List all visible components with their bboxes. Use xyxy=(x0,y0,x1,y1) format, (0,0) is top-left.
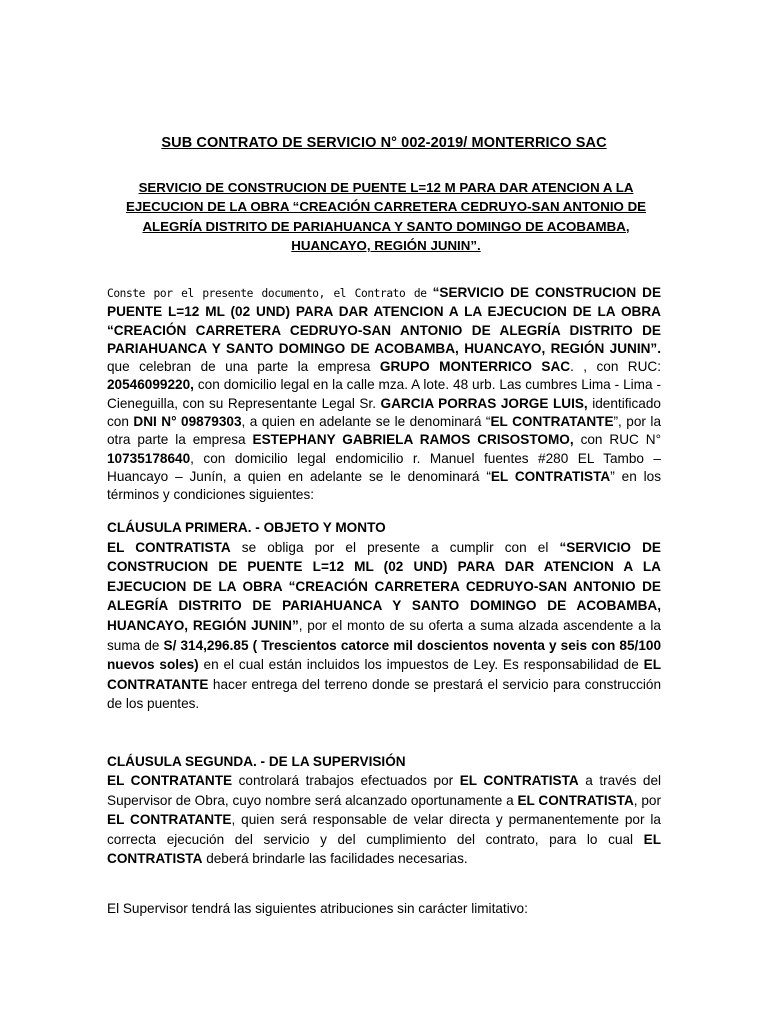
intro-paragraph xyxy=(107,284,661,505)
contractor-ruc: 10735178640 xyxy=(107,450,191,466)
representative-dni: DNI N° 09879303 xyxy=(133,414,242,430)
contratante-term: EL CONTRATANTE xyxy=(107,773,233,789)
clause-segunda-heading: CLÁUSULA SEGUNDA. - DE LA SUPERVISIÓN xyxy=(107,754,406,769)
representative-name: GARCIA PORRAS JORGE LUIS, xyxy=(380,395,588,411)
contratista-term: EL CONTRATISTA xyxy=(107,539,231,555)
intro-text: con domicilio legal en la calle mza. A lote. 48 urb. Las cumbres Lima - Lima - Cieneguilla, con su Representante Legal Sr. xyxy=(107,377,661,411)
intro-service-name: “SERVICIO DE CONSTRUCION DE PUENTE L=12 ML (02 UND) PARA DAR ATENCION A LA EJECUCION DE LA OBRA “CREACIÓN CARRETERA CEDRUYO-SAN ANTONIO DE ALEGRÍA DISTRITO DE PARIAHUANCA Y SANTO DOMINGO DE ACOBAMBA, HUANCAYO, REGIÓN JUNIN”. xyxy=(107,285,662,356)
intro-text: , con domicilio legal endomicilio r. Manuel fuentes #280 EL Tambo – Huancayo – Junín, a quien en adelante se le denominará “ xyxy=(107,450,661,484)
intro-text: . , con RUC: xyxy=(570,359,661,375)
company-name: GRUPO MONTERRICO SAC xyxy=(379,359,571,375)
intro-text: que celebran de una parte la empresa xyxy=(107,359,371,375)
clause-text: se obliga por el presente a cumplir con el xyxy=(241,539,549,555)
supervisor-paragraph: El Supervisor tendrá las siguientes atribuciones sin carácter limitativo: xyxy=(107,901,528,916)
contratista-term: EL CONTRATISTA xyxy=(490,468,611,484)
clause-text: , por el monto de su oferta a suma alzada ascendente a la suma de xyxy=(107,617,661,653)
intro-text: ”, por la otra parte la empresa xyxy=(107,414,661,448)
contract-amount: S/ 314,296.85 ( Trescientos catorce mil doscientos noventa y seis con 85/100 nuevos soles) xyxy=(107,637,662,673)
clause-service-name: “SERVICIO DE CONSTRUCION DE PUENTE L=12 ML (02 UND) PARA DAR ATENCION A LA EJECUCION DE LA OBRA “CREACIÓN CARRETERA CEDRUYO-SAN ANTONIO DE ALEGRÍA DISTRITO DE PARIAHUANCA Y SANTO DOMINGO DE ACOBAMBA, HUANCAYO, REGIÓN JUNIN” xyxy=(107,539,661,633)
intro-text: , a quien en adelante se le denominará “ xyxy=(241,414,491,430)
contratista-term: EL CONTRATISTA xyxy=(459,773,579,789)
document-subtitle: SERVICIO DE CONSTRUCION DE PUENTE L=12 M PARA DAR ATENCION A LA EJECUCION DE LA OBRA “CREACIÓN CARRETERA CEDRUYO-SAN ANTONIO DE ALEGRÍA DISTRITO DE PARIAHUANCA Y SANTO DOMINGO DE ACOBAMBA, HUANCAYO, REGIÓN JUNIN”. xyxy=(125,180,647,253)
clause-text: , por xyxy=(633,792,661,808)
contratista-term: EL CONTRATISTA xyxy=(517,792,634,808)
clause-text: deberá brindarle las facilidades necesarias. xyxy=(206,851,468,867)
intro-text: con RUC N° xyxy=(580,432,662,448)
intro-lead: Conste por el presente documento, el Contrato de xyxy=(107,287,427,300)
clause-primera-heading: CLÁUSULA PRIMERA. - OBJETO Y MONTO xyxy=(107,520,386,535)
clause-segunda xyxy=(107,752,661,868)
clause-text: a través del Supervisor de Obra, cuyo nombre será alcanzado oportunamente a xyxy=(107,773,662,808)
clause-text: controlará trabajos efectuados por xyxy=(238,773,454,789)
contratante-term: EL CONTRATANTE xyxy=(107,812,232,828)
contratante-term: EL CONTRATANTE xyxy=(107,657,662,692)
contractor-name: ESTEPHANY GABRIELA RAMOS CRISOSTOMO, xyxy=(252,432,574,448)
clause-primera xyxy=(107,518,661,714)
intro-text: identificado con xyxy=(107,395,661,430)
contratante-term: EL CONTRATANTE xyxy=(490,414,614,430)
clause-text: hacer entrega del terreno donde se prestará el servicio para construcción de los puentes. xyxy=(107,676,662,712)
contratista-term: EL CONTRATISTA xyxy=(107,831,661,867)
company-ruc: 20546099220, xyxy=(107,377,194,393)
clause-text: , quien será responsable de velar directa y permanentemente por la correcta ejecución del servicio y del cumplimiento del contrato, para lo cual xyxy=(107,812,661,847)
intro-text: ” en los términos y condiciones siguientes: xyxy=(107,468,661,503)
document-title: SUB CONTRATO DE SERVICIO N° 002-2019/ MONTERRICO SAC xyxy=(161,135,607,151)
clause-text: en el cual están incluidos los impuestos de Ley. Es responsabilidad de xyxy=(203,657,639,673)
